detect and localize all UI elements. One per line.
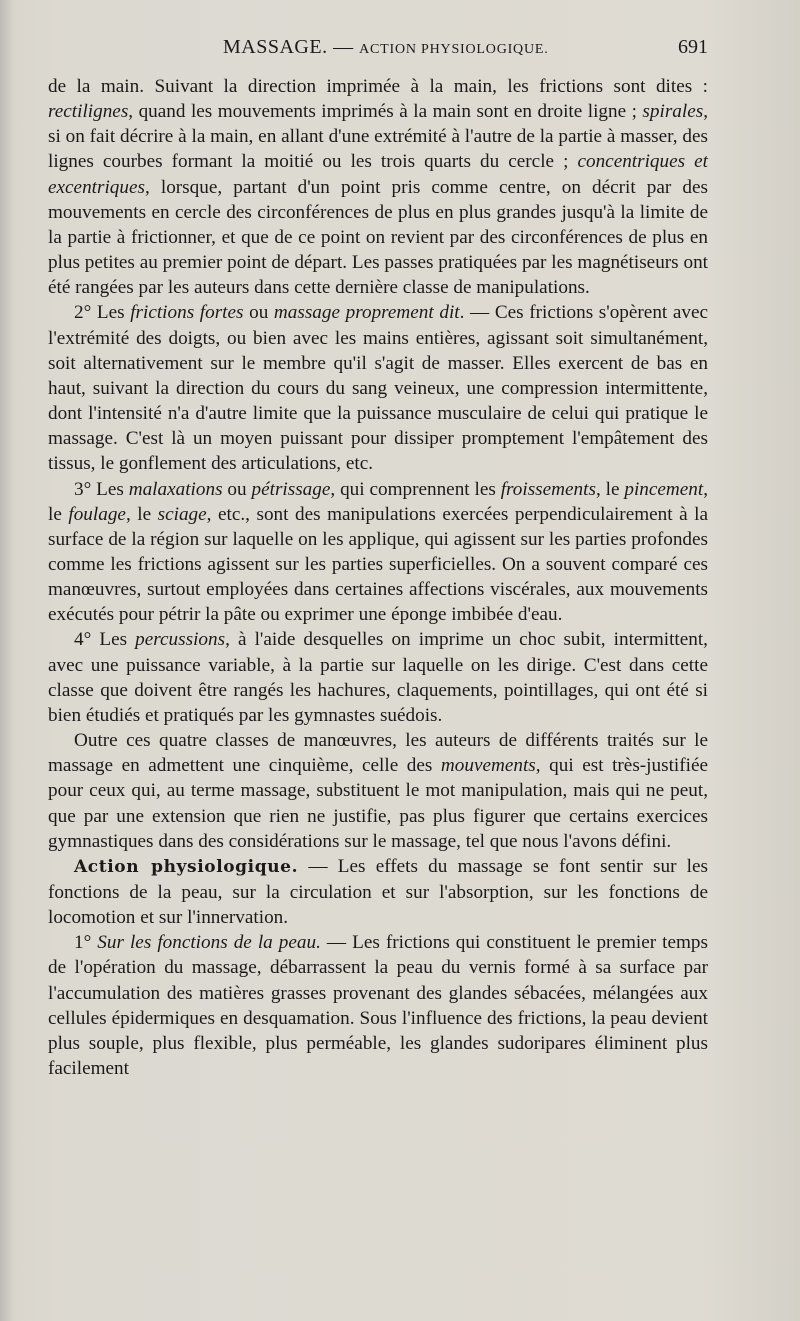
body-text xyxy=(48,74,708,1081)
page-number: 691 xyxy=(678,36,708,58)
paragraph-malaxations: 3° Les malaxations ou pétrissage, qui comprennent les froissements, le pincement, le foulage, le sciage, etc., sont des manipulations exercées perpendiculairement à la surface de la région sur laquelle on les applique, qui agissent sur les parties profondes comme les frictions agissent sur les parties superficielles. On a souvent comparé ces manœuvres, surtout employées dans certaines affections viscérales, aux mouvements exécutés pour pétrir la pâte ou exprimer une éponge imbibée d'eau. xyxy=(48,478,708,626)
paragraph-percussions: 4° Les percussions, à l'aide desquelles on imprime un choc subit, intermittent, avec une puissance variable, à la partie sur laquelle on les dirige. C'est dans cette classe que doivent être rangés les hachures, claquements, pointillages, qui ont été si bien étudiés et pratiqués par les gymnastes suédois. xyxy=(48,629,708,726)
running-header xyxy=(48,36,708,66)
paragraph-friction-types: de la main. Suivant la direction imprimée à la main, les frictions sont dites : rectilignes, quand les mouvements imprimés à la main sont en droite ligne ; spirales, si on fait décrire à la main, en allant d'une extrémité à l'autre de la partie à masser, des lignes courbes formant la moitié ou les trois quarts du cercle ; concentriques et excentriques, lorsque, partant d'un point pris comme centre, on décrit par des mouvements en cercle des circonférences de plus en plus grandes jusqu'à la limite de la partie à frictionner, et que de ce point on revient par des circonférences de plus en plus petites au premier point de départ. Les passes pratiquées par les magnétiseurs ont été rangées par les auteurs dans cette dernière classe de manipulations. xyxy=(48,76,708,299)
section-heading: Action physiologique. xyxy=(74,856,299,877)
running-title-section: ACTION PHYSIOLOGIQUE. xyxy=(359,42,549,57)
paragraph-mouvements: Outre ces quatre classes de manœuvres, les auteurs de différents traités sur le massage en admettent une cinquième, celle des mouvements, qui est très-justifiée pour ceux qui, au terme massage, substituent le mot manipulation, mais qui ne peut, que par une extension que rien ne justifie, pas plus figurer que certains exercices gymnastiques dans des considérations sur le massage, tel que nous l'avons défini. xyxy=(48,730,708,852)
paragraph-fonctions-peau: 1° Sur les fonctions de la peau. — Les frictions qui constituent le premier temps de l'opération du massage, débarrassent la peau du vernis formé à sa surface par l'accumulation des matières grasses provenant des glandes sébacées, mélangées aux cellules épidermiques en desquamation. Sous l'influence des frictions, la peau devient plus souple, plus flexible, plus perméable, les glandes sudoripares éliminent plus facilement xyxy=(48,932,708,1080)
paragraph-action-physiologique: Action physiologique. — Les effets du massage se font sentir sur les fonctions de la peau, sur la circulation et sur l'absorption, sur les fonctions de locomotion et sur l'innervation. xyxy=(48,855,708,929)
running-title xyxy=(223,36,549,59)
paragraph-frictions-fortes: 2° Les frictions fortes ou massage proprement dit. — Ces frictions s'opèrent avec l'extrémité des doigts, ou bien avec les mains entières, agissant soit simultanément, soit alternativement sur le membre qu'il s'agit de masser. Elles exercent de bas en haut, suivant la direction du cours du sang veineux, une compression intermittente, dont l'intensité n'a d'autre limite que la puissance musculaire de celui qui pratique le massage. C'est là un moyen puissant pour dissiper promptement l'empâtement des tissus, le gonflement des articulations, etc. xyxy=(48,302,708,475)
running-title-main: MASSAGE. — xyxy=(223,36,360,58)
